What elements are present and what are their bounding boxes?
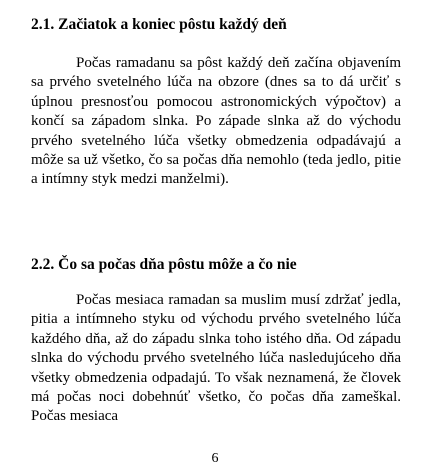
section-paragraph-2-1: Počas ramadanu sa pôst každý deň začína objavením sa prvého svetelného lúča na obzore (dnes sa to dá určiť s úplnou presnosťou pomocou astronomických výpočtov) a končí sa západom slnka. Po západe slnka až do východu prvého svetelného lúča všetky obmedzenia odpadávajú a môže sa už všetko, čo sa počas dňa nemohlo (teda jedlo, pitie a intímny styk medzi manželmi). — [31, 55, 401, 188]
section-heading-2-1: 2.1. Začiatok a koniec pôstu každý deň — [31, 16, 287, 33]
section-heading-2-2: 2.2. Čo sa počas dňa pôstu môže a čo nie — [31, 256, 297, 273]
section-paragraph-2-2: Počas mesiaca ramadan sa muslim musí zdržať jedla, pitia a intímneho styku od východu prvého svetelného lúča každého dňa, až do západu slnka toho istého dňa. Od západu slnka do východu prvého svetelného lúča nasledujúceho dňa všetky obmedzenia odpadajú. To však neznamená, že človek má počas noci dobehnúť všetko, čo počas dňa zameškal. Počas mesiaca — [31, 292, 401, 425]
page-number: 6 — [211, 451, 219, 466]
